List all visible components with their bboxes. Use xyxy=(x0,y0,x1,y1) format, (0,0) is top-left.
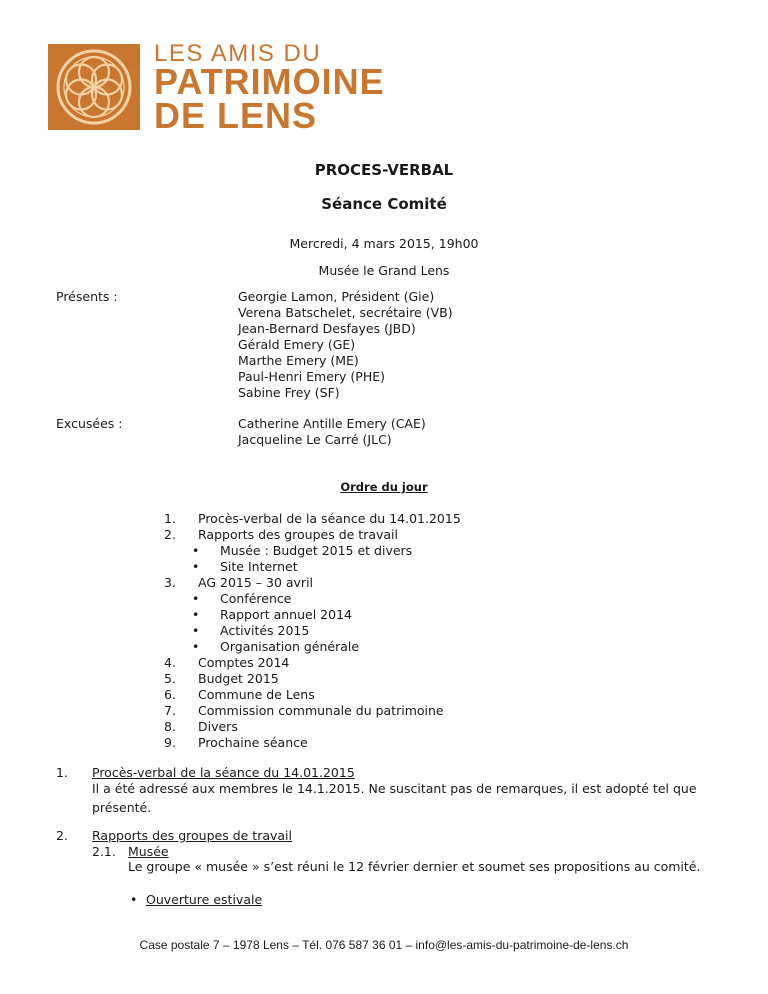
agenda-subitem-text: Activités 2015 xyxy=(220,623,310,638)
agenda-item-number: 3. xyxy=(164,575,176,590)
agenda-item-text: Budget 2015 xyxy=(198,671,279,686)
agenda-subitem-text: Site Internet xyxy=(220,559,298,574)
logo-line-1: LES AMIS DU xyxy=(154,40,322,67)
bullet-icon: • xyxy=(192,559,200,574)
agenda-subitem-text: Rapport annuel 2014 xyxy=(220,607,352,622)
footer-contact: Case postale 7 – 1978 Lens – Tél. 076 587 36 01 – info@les-amis-du-patrimoine-de-lens.ch xyxy=(139,938,629,952)
agenda-subitem-text: Musée : Budget 2015 et divers xyxy=(220,543,413,558)
agenda-item-number: 8. xyxy=(164,719,176,734)
agenda-subitem-text: Conférence xyxy=(220,591,292,606)
present-member: Sabine Frey (SF) xyxy=(238,385,340,400)
bullet-icon: • xyxy=(192,607,200,622)
agenda-item-number: 7. xyxy=(164,703,176,718)
agenda-item-number: 5. xyxy=(164,671,176,686)
agenda-item-number: 2. xyxy=(164,527,176,542)
document-subtitle: Séance Comité xyxy=(321,195,447,213)
bullet-icon: • xyxy=(192,623,200,638)
excused-list xyxy=(238,416,426,448)
bullet-icon: • xyxy=(130,892,138,907)
section-1-title: Procès-verbal de la séance du 14.01.2015 xyxy=(92,765,355,780)
excused-member: Jacqueline Le Carré (JLC) xyxy=(238,432,392,447)
present-member: Jean-Bernard Desfayes (JBD) xyxy=(238,321,416,336)
agenda-item-text: Rapports des groupes de travail xyxy=(198,527,399,542)
meeting-location: Musée le Grand Lens xyxy=(318,263,450,278)
section-2-1-bullet-text: Ouverture estivale xyxy=(146,892,263,907)
excused-label: Excusées : xyxy=(56,416,123,431)
logo-emblem xyxy=(48,44,140,130)
logo-line-2: PATRIMOINE xyxy=(154,61,385,102)
section-2-number: 2. xyxy=(56,828,68,843)
bullet-icon: • xyxy=(192,591,200,606)
agenda-item-text: Comptes 2014 xyxy=(198,655,290,670)
agenda-item-text: Commune de Lens xyxy=(198,687,315,702)
agenda-item-text: AG 2015 – 30 avril xyxy=(198,575,314,590)
section-2-title: Rapports des groupes de travail xyxy=(92,828,293,843)
agenda-item-number: 1. xyxy=(164,511,176,526)
present-member: Paul-Henri Emery (PHE) xyxy=(238,369,386,384)
section-2-1-number: 2.1. xyxy=(92,844,116,859)
present-member: Marthe Emery (ME) xyxy=(238,353,359,368)
agenda-item-number: 6. xyxy=(164,687,176,702)
logo xyxy=(48,40,408,136)
present-list xyxy=(238,289,453,401)
section-2-1-text: Le groupe « musée » s’est réuni le 12 février dernier et soumet ses propositions au comité. xyxy=(128,859,701,874)
meeting-date: Mercredi, 4 mars 2015, 19h00 xyxy=(289,236,479,251)
logo-line-3: DE LENS xyxy=(154,95,318,136)
agenda-item-number: 4. xyxy=(164,655,176,670)
excused-member: Catherine Antille Emery (CAE) xyxy=(238,416,426,431)
bullet-icon: • xyxy=(192,639,200,654)
document-title: PROCES-VERBAL xyxy=(314,161,454,179)
agenda-item-text: Prochaine séance xyxy=(198,735,308,750)
rosette-icon xyxy=(48,44,140,130)
section-1-number: 1. xyxy=(56,765,68,780)
agenda-subitem-text: Organisation générale xyxy=(220,639,360,654)
agenda-heading: Ordre du jour xyxy=(340,480,428,494)
present-member: Verena Batschelet, secrétaire (VB) xyxy=(238,305,453,320)
section-1-text: Il a été adressé aux membres le 14.1.2015. Ne suscitant pas de remarques, il est adopté tel que présenté. xyxy=(92,781,697,815)
agenda-item-number: 9. xyxy=(164,735,176,750)
bullet-icon: • xyxy=(192,543,200,558)
agenda-item-text: Commission communale du patrimoine xyxy=(198,703,444,718)
present-member: Georgie Lamon, Président (Gie) xyxy=(238,289,435,304)
agenda-item-text: Procès-verbal de la séance du 14.01.2015 xyxy=(198,511,461,526)
present-label: Présents : xyxy=(56,289,118,304)
agenda-item-text: Divers xyxy=(198,719,238,734)
section-2-1-title: Musée xyxy=(128,844,169,859)
present-member: Gérald Emery (GE) xyxy=(238,337,356,352)
